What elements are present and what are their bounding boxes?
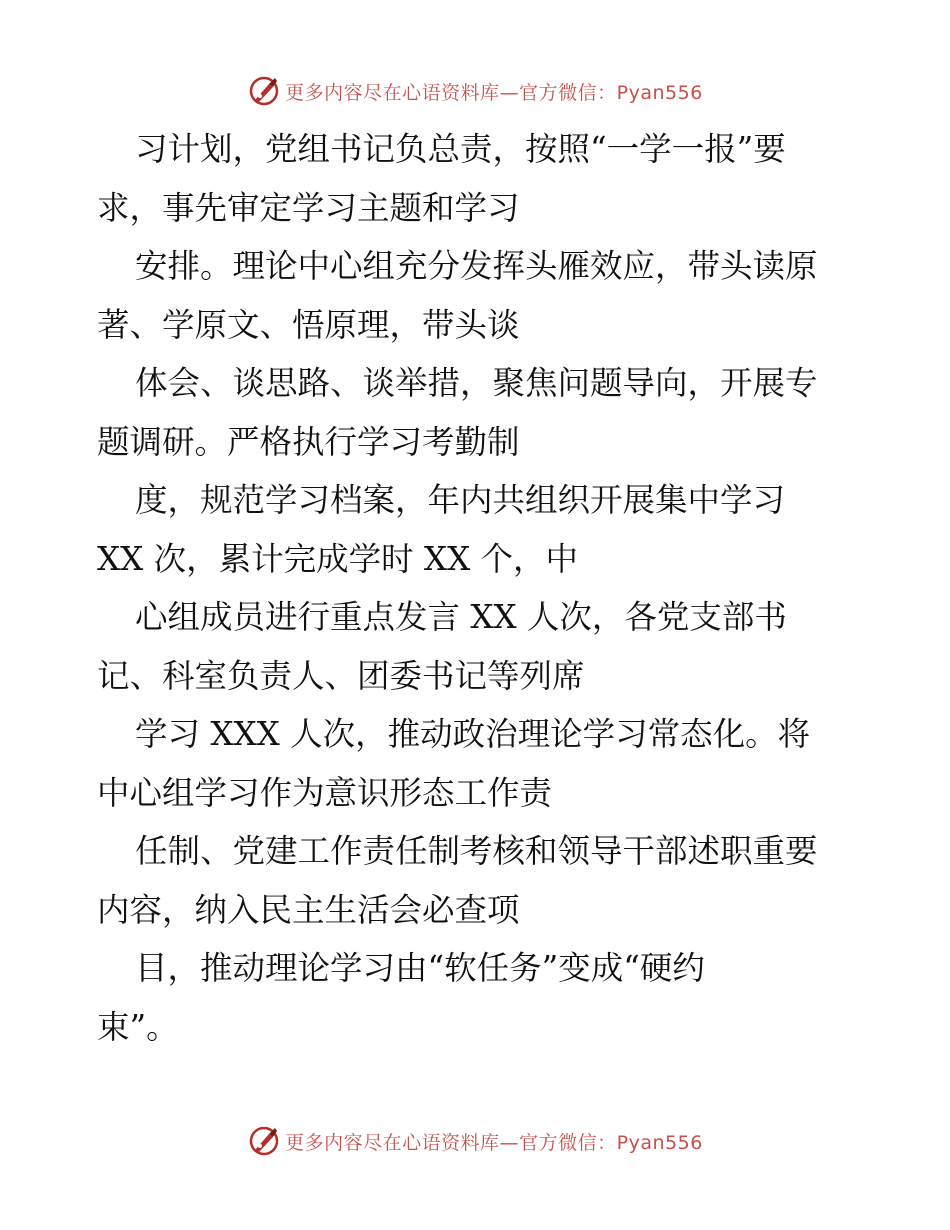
paragraph-line: 著、学原文、悟原理，带头谈: [97, 305, 520, 344]
paragraph-line: 体会、谈思路、谈举措，聚焦问题导向，开展专: [135, 364, 818, 402]
paragraph-line: 内容，纳入民主生活会必查项: [97, 890, 520, 929]
paragraph-line: 求，事先审定学习主题和学习: [97, 188, 520, 227]
paragraph-line: 束”。: [97, 1007, 179, 1046]
paragraph-line: XX 次，累计完成学时 XX 个，中: [97, 539, 579, 578]
footer-banner-text: 更多内容尽在心语资料库—官方微信：Pyan556: [285, 1131, 703, 1154]
paragraph-line: 记、科室负责人、团委书记等列席: [97, 656, 585, 695]
paragraph-line: 心组成员进行重点发言 XX 人次，各党支部书: [135, 598, 787, 636]
paragraph-line: 习计划，党组书记负总责，按照“一学一报”要: [135, 130, 786, 168]
paragraph-line: 中心组学习作为意识形态工作责: [97, 773, 553, 812]
pen-logo-icon: [247, 1124, 281, 1158]
paragraph-line: 安排。理论中心组充分发挥头雁效应，带头读原: [135, 247, 818, 285]
header-banner: [0, 71, 950, 111]
paragraph-line: 目，推动理论学习由“软任务”变成“硬约: [135, 949, 705, 987]
pen-logo-icon: [247, 74, 281, 108]
paragraph-line: 度，规范学习档案，年内共组织开展集中学习: [135, 481, 786, 519]
paragraph-line: 任制、党建工作责任制考核和领导干部述职重要: [135, 832, 818, 870]
paragraph-line: 题调研。严格执行学习考勤制: [97, 422, 520, 461]
footer-banner: [0, 1121, 950, 1161]
paragraph-line: 学习 XXX 人次，推动政治理论学习常态化。将: [135, 715, 811, 753]
header-banner-text: 更多内容尽在心语资料库—官方微信：Pyan556: [285, 81, 703, 104]
document-body: [97, 120, 857, 1056]
